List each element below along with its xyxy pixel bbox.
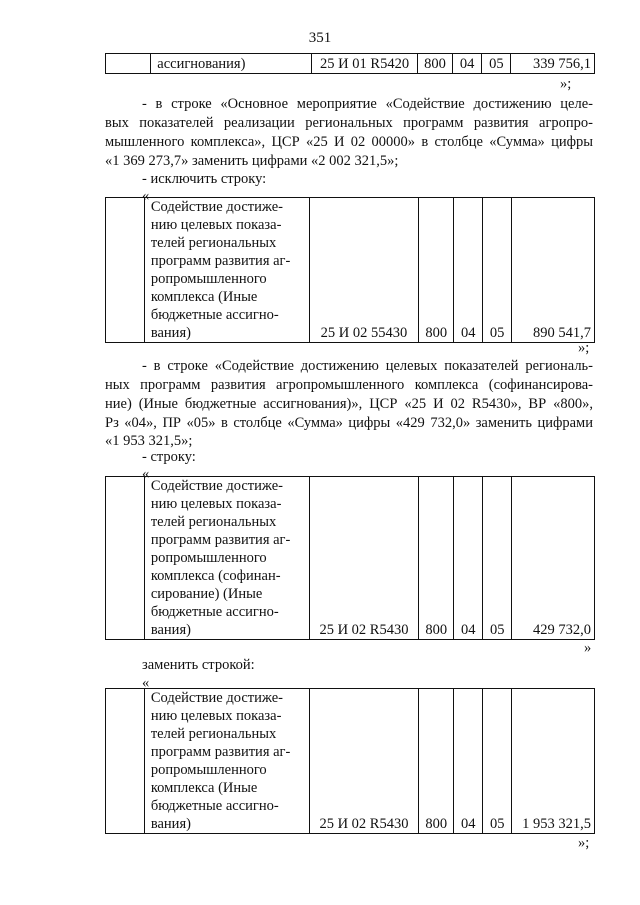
replacement-row-table (105, 688, 595, 834)
closing-quote: » (584, 640, 592, 656)
closing-quote: »; (578, 340, 590, 356)
amount-cell: 1 953 321,5 (512, 689, 595, 834)
rz-cell: 04 (454, 477, 483, 640)
page-number: 351 (308, 30, 332, 46)
closing-quote: »; (560, 76, 572, 92)
rz-cell: 04 (453, 54, 482, 74)
paragraph-line: - в строке «Основное мероприятие «Содействие достижению целе- (142, 96, 593, 112)
paragraph-line: ных программ развития агропромышленного комплекса (софинансирова- (105, 377, 593, 393)
paragraph-line: вых показателей реализации региональных программ развития агропро- (105, 115, 593, 131)
instruction-label: заменить строкой: (142, 657, 255, 673)
paragraph-line: ние) (Иные бюджетные ассигнования)», ЦСР «25 И 02 R5430», ВР «800», (105, 396, 593, 412)
row-name: ассигнования) (151, 54, 312, 74)
closing-quote: »; (578, 835, 590, 851)
code-cell: 25 И 02 R5430 (309, 689, 419, 834)
empty-cell (106, 689, 145, 834)
instruction-label: - строку: (142, 449, 196, 465)
top-budget-row (105, 53, 595, 74)
amount-cell: 429 732,0 (512, 477, 595, 640)
opening-quote: « (142, 675, 150, 691)
row-name: Содействие достиже- нию целевых показа- телей региональных программ развития аг- ропромышленного комплекса (софинан- сирование) (Иные бюджетные ассигно- вания) (144, 477, 309, 640)
empty-cell (106, 198, 145, 343)
empty-cell (106, 477, 145, 640)
paragraph-line: «1 953 321,5»; (105, 433, 193, 449)
excluded-row-table (105, 197, 595, 343)
pr-cell: 05 (483, 477, 512, 640)
pr-cell: 05 (483, 689, 512, 834)
paragraph-line: «1 369 273,7» заменить цифрами «2 002 321,5»; (105, 153, 399, 169)
paragraph-line: - в строке «Содействие достижению целевых показателей региональ- (142, 358, 593, 374)
vr-cell: 800 (417, 54, 452, 74)
pr-cell: 05 (483, 198, 512, 343)
original-row-table (105, 476, 595, 640)
empty-cell (106, 54, 151, 74)
amount-cell: 890 541,7 (512, 198, 595, 343)
code-cell: 25 И 01 R5420 (312, 54, 418, 74)
pr-cell: 05 (482, 54, 511, 74)
code-cell: 25 И 02 55430 (309, 198, 419, 343)
paragraph-line: мышленного комплекса», ЦСР «25 И 02 00000» в столбце «Сумма» цифры (105, 134, 593, 150)
opening-quote: « (142, 466, 150, 482)
code-cell: 25 И 02 R5430 (309, 477, 419, 640)
vr-cell: 800 (419, 477, 454, 640)
opening-quote: « (142, 188, 150, 204)
amount-cell: 339 756,1 (511, 54, 595, 74)
paragraph-line: Рз «04», ПР «05» в столбце «Сумма» цифры «429 732,0» заменить цифрами (105, 415, 593, 431)
instruction-label: - исключить строку: (142, 171, 267, 187)
rz-cell: 04 (454, 689, 483, 834)
vr-cell: 800 (419, 198, 454, 343)
vr-cell: 800 (419, 689, 454, 834)
row-name: Содействие достиже- нию целевых показа- телей региональных программ развития аг- ропромышленного комплекса (Иные бюджетные ассигно- вания) (144, 689, 309, 834)
rz-cell: 04 (454, 198, 483, 343)
row-name: Содействие достиже- нию целевых показа- телей региональных программ развития аг- ропромышленного комплекса (Иные бюджетные ассигно- вания) (144, 198, 309, 343)
